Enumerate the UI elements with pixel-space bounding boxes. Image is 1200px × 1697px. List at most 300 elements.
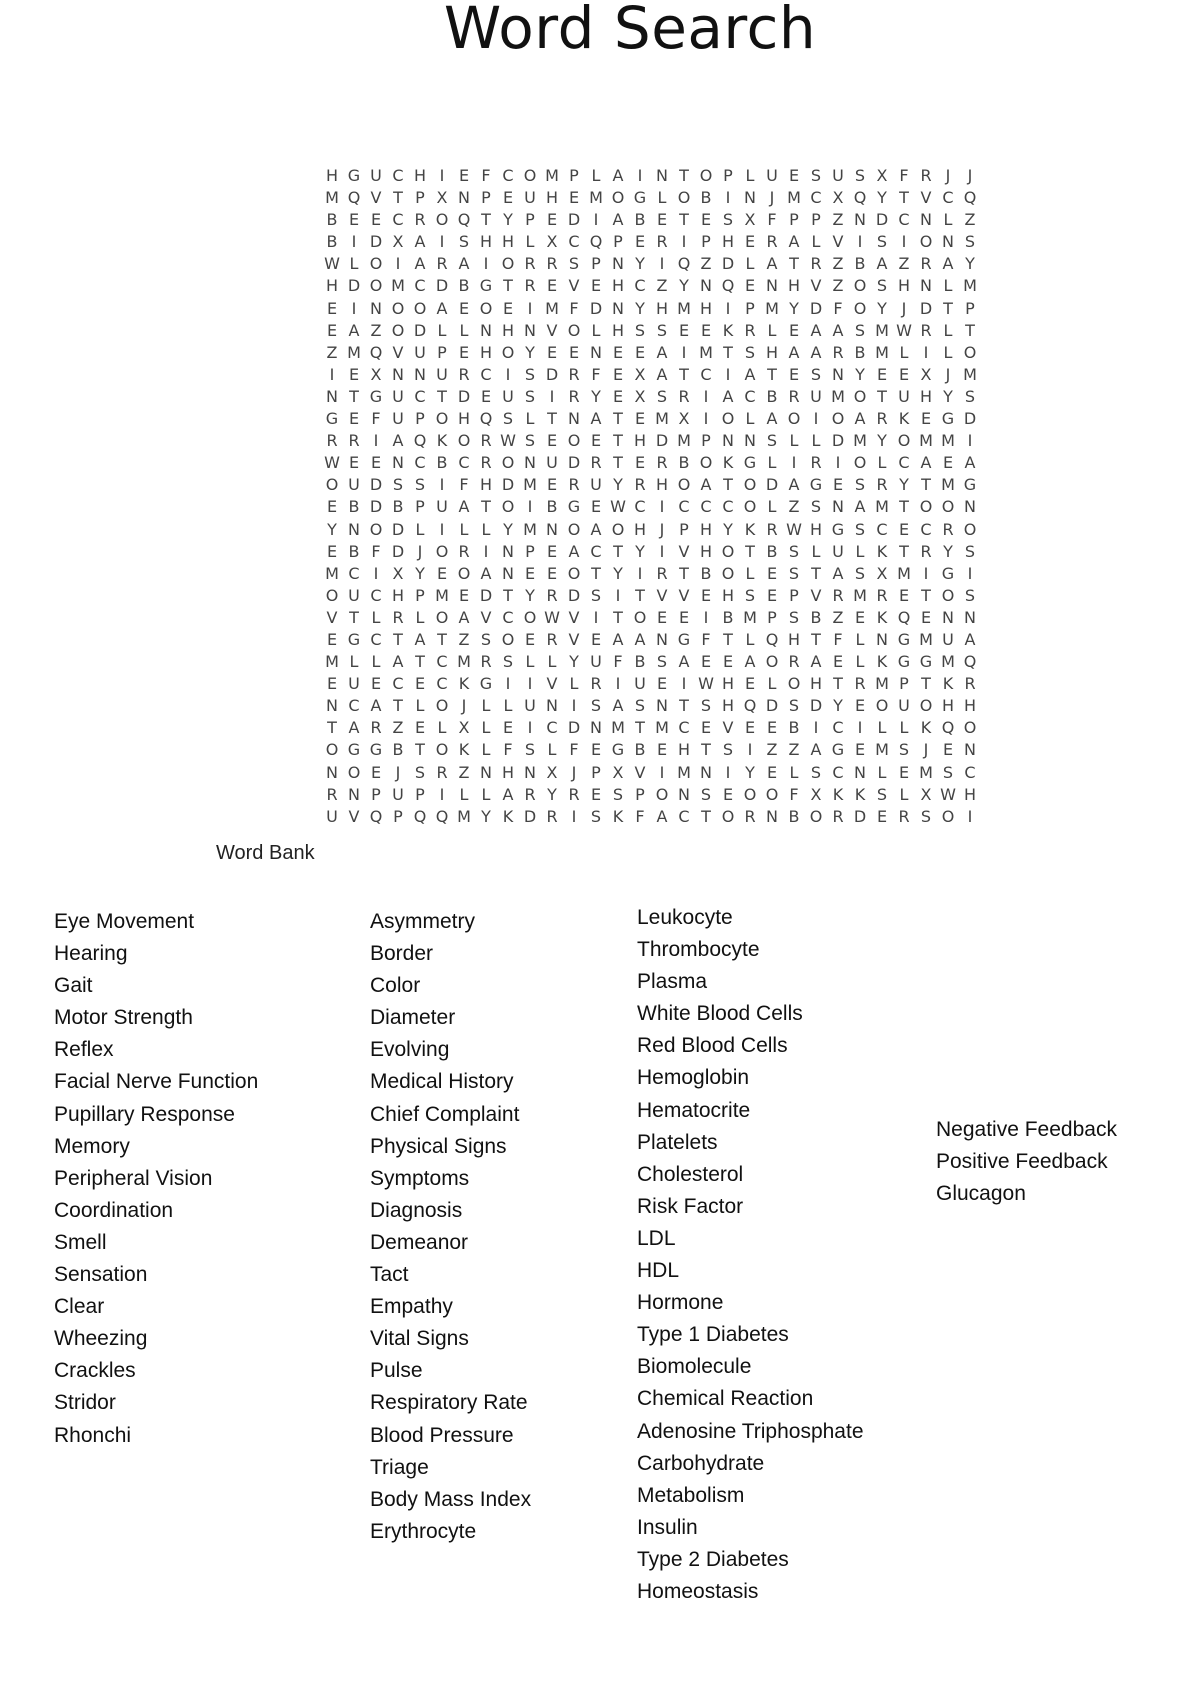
grid-letter: O bbox=[501, 497, 515, 517]
grid-letter: S bbox=[414, 762, 426, 782]
grid-letter: F bbox=[701, 629, 711, 649]
grid-letter: N bbox=[876, 629, 888, 649]
grid-letter: G bbox=[941, 409, 955, 429]
grid-letter: E bbox=[920, 409, 932, 429]
grid-letter: T bbox=[899, 188, 909, 208]
grid-letter: B bbox=[436, 453, 448, 473]
grid-row bbox=[321, 430, 981, 452]
grid-letter: E bbox=[722, 652, 734, 672]
grid-letter: E bbox=[634, 342, 646, 362]
grid-letter: E bbox=[722, 784, 734, 804]
grid-letter: T bbox=[679, 563, 689, 583]
grid-letter: S bbox=[788, 607, 800, 627]
grid-letter: L bbox=[745, 563, 755, 583]
grid-letter: E bbox=[546, 342, 558, 362]
grid-letter: C bbox=[920, 519, 932, 539]
grid-letter: S bbox=[810, 364, 822, 384]
grid-letter: R bbox=[590, 674, 602, 694]
grid-letter: K bbox=[920, 718, 932, 738]
grid-letter: R bbox=[458, 364, 470, 384]
grid-letter: N bbox=[656, 629, 668, 649]
grid-letter: A bbox=[612, 166, 624, 185]
grid-letter: F bbox=[481, 166, 491, 185]
grid-letter: M bbox=[875, 342, 889, 362]
grid-letter: S bbox=[766, 431, 778, 451]
grid-letter: N bbox=[326, 386, 338, 406]
grid-letter: O bbox=[325, 740, 339, 760]
grid-letter: M bbox=[963, 276, 977, 296]
grid-letter: P bbox=[591, 254, 601, 274]
grid-letter: U bbox=[634, 674, 646, 694]
word-bank-item: Vital Signs bbox=[370, 1327, 469, 1351]
grid-row bbox=[321, 165, 981, 187]
grid-letter: E bbox=[766, 762, 778, 782]
grid-letter: G bbox=[633, 188, 647, 208]
grid-letter: D bbox=[457, 386, 471, 406]
grid-letter: D bbox=[721, 254, 735, 274]
grid-letter: H bbox=[501, 320, 515, 340]
grid-letter: I bbox=[747, 740, 753, 760]
grid-row bbox=[321, 563, 981, 585]
grid-letter: O bbox=[787, 674, 801, 694]
word-bank-item: Crackles bbox=[54, 1359, 136, 1383]
grid-letter: B bbox=[700, 188, 712, 208]
grid-letter: A bbox=[788, 232, 800, 252]
grid-letter: L bbox=[437, 718, 447, 738]
grid-letter: L bbox=[899, 718, 909, 738]
word-bank-item: Smell bbox=[54, 1230, 107, 1254]
grid-letter: S bbox=[612, 784, 624, 804]
grid-letter: A bbox=[810, 740, 822, 760]
grid-letter: S bbox=[854, 320, 866, 340]
grid-letter: Z bbox=[832, 210, 844, 230]
grid-letter: E bbox=[326, 298, 338, 318]
word-bank-item: Stridor bbox=[54, 1391, 116, 1415]
grid-letter: T bbox=[393, 696, 403, 716]
grid-letter: C bbox=[458, 453, 470, 473]
grid-letter: A bbox=[876, 254, 888, 274]
grid-letter: R bbox=[480, 431, 492, 451]
grid-letter: R bbox=[898, 806, 910, 826]
grid-letter: N bbox=[546, 696, 558, 716]
grid-letter: E bbox=[326, 541, 338, 561]
grid-letter: Y bbox=[481, 806, 491, 826]
grid-letter: V bbox=[480, 607, 492, 627]
grid-letter: N bbox=[568, 409, 580, 429]
grid-letter: T bbox=[349, 386, 359, 406]
grid-letter: O bbox=[435, 740, 449, 760]
grid-letter: I bbox=[923, 563, 929, 583]
grid-letter: J bbox=[901, 298, 907, 318]
grid-row bbox=[321, 673, 981, 695]
grid-letter: V bbox=[370, 188, 382, 208]
grid-letter: H bbox=[941, 696, 955, 716]
grid-letter: A bbox=[436, 298, 448, 318]
grid-letter: W bbox=[500, 431, 516, 451]
grid-letter: S bbox=[810, 497, 822, 517]
grid-letter: Y bbox=[943, 386, 953, 406]
grid-letter: E bbox=[854, 740, 866, 760]
grid-letter: R bbox=[656, 232, 668, 252]
grid-letter: D bbox=[875, 210, 889, 230]
grid-letter: E bbox=[590, 629, 602, 649]
grid-letter: C bbox=[370, 585, 382, 605]
grid-letter: E bbox=[832, 475, 844, 495]
grid-letter: D bbox=[391, 541, 405, 561]
grid-row bbox=[321, 452, 981, 474]
grid-letter: D bbox=[963, 409, 977, 429]
grid-letter: Y bbox=[525, 342, 535, 362]
grid-letter: D bbox=[347, 276, 361, 296]
grid-letter: V bbox=[546, 674, 558, 694]
grid-letter: N bbox=[524, 320, 536, 340]
grid-letter: Z bbox=[832, 254, 844, 274]
grid-letter: I bbox=[813, 718, 819, 738]
grid-row bbox=[321, 629, 981, 651]
grid-row bbox=[321, 784, 981, 806]
grid-letter: D bbox=[413, 320, 427, 340]
grid-letter: M bbox=[325, 563, 339, 583]
grid-letter: N bbox=[370, 298, 382, 318]
grid-letter: Y bbox=[525, 585, 535, 605]
grid-letter: D bbox=[567, 585, 581, 605]
grid-letter: A bbox=[414, 232, 426, 252]
grid-letter: R bbox=[810, 254, 822, 274]
grid-letter: G bbox=[347, 740, 361, 760]
grid-letter: I bbox=[681, 232, 687, 252]
grid-letter: R bbox=[766, 232, 778, 252]
grid-letter: S bbox=[480, 629, 492, 649]
grid-letter: U bbox=[502, 386, 514, 406]
grid-letter: P bbox=[393, 806, 403, 826]
grid-letter: Q bbox=[435, 806, 449, 826]
word-bank-item: Gait bbox=[54, 974, 93, 998]
grid-letter: L bbox=[481, 519, 491, 539]
grid-letter: J bbox=[461, 696, 467, 716]
grid-letter: S bbox=[458, 232, 470, 252]
grid-letter: N bbox=[964, 607, 976, 627]
grid-letter: P bbox=[415, 784, 425, 804]
grid-letter: E bbox=[590, 784, 602, 804]
grid-letter: O bbox=[941, 585, 955, 605]
grid-letter: Q bbox=[941, 718, 955, 738]
grid-letter: V bbox=[920, 188, 932, 208]
grid-letter: N bbox=[920, 276, 932, 296]
grid-letter: Q bbox=[369, 342, 383, 362]
grid-letter: L bbox=[767, 453, 777, 473]
grid-letter: Y bbox=[679, 276, 689, 296]
grid-letter: O bbox=[567, 519, 581, 539]
grid-letter: R bbox=[964, 674, 976, 694]
grid-letter: N bbox=[414, 364, 426, 384]
grid-letter: D bbox=[853, 806, 867, 826]
grid-letter: X bbox=[612, 762, 624, 782]
grid-letter: O bbox=[831, 409, 845, 429]
grid-letter: O bbox=[743, 784, 757, 804]
grid-letter: N bbox=[964, 497, 976, 517]
grid-letter: Q bbox=[457, 210, 471, 230]
grid-letter: E bbox=[414, 718, 426, 738]
word-bank-item: Positive Feedback bbox=[936, 1150, 1108, 1174]
grid-letter: T bbox=[613, 409, 623, 429]
grid-letter: C bbox=[392, 674, 404, 694]
grid-letter: E bbox=[546, 563, 558, 583]
grid-letter: E bbox=[546, 210, 558, 230]
grid-letter: E bbox=[480, 386, 492, 406]
grid-letter: U bbox=[942, 629, 954, 649]
grid-letter: Q bbox=[347, 188, 361, 208]
grid-letter: V bbox=[810, 276, 822, 296]
grid-letter: H bbox=[677, 740, 691, 760]
grid-letter: Z bbox=[458, 629, 470, 649]
grid-row bbox=[321, 695, 981, 717]
grid-letter: O bbox=[435, 409, 449, 429]
grid-letter: R bbox=[370, 718, 382, 738]
grid-letter: H bbox=[655, 475, 669, 495]
grid-letter: T bbox=[613, 431, 623, 451]
grid-letter: E bbox=[502, 298, 514, 318]
grid-letter: U bbox=[524, 696, 536, 716]
grid-letter: M bbox=[523, 475, 537, 495]
grid-letter: R bbox=[546, 585, 558, 605]
grid-letter: L bbox=[525, 409, 535, 429]
grid-letter: I bbox=[527, 298, 533, 318]
grid-letter: I bbox=[439, 166, 445, 185]
grid-letter: E bbox=[326, 497, 338, 517]
grid-row bbox=[321, 253, 981, 275]
grid-letter: T bbox=[921, 475, 931, 495]
grid-letter: Q bbox=[589, 232, 603, 252]
grid-letter: A bbox=[744, 652, 756, 672]
grid-letter: E bbox=[854, 696, 866, 716]
grid-letter: W bbox=[698, 674, 714, 694]
grid-letter: A bbox=[788, 342, 800, 362]
grid-letter: O bbox=[743, 497, 757, 517]
grid-letter: M bbox=[435, 585, 449, 605]
word-bank-item: Demeanor bbox=[370, 1230, 469, 1254]
grid-letter: O bbox=[853, 276, 867, 296]
word-bank-item: Empathy bbox=[370, 1295, 453, 1319]
grid-letter: T bbox=[899, 541, 909, 561]
grid-letter: O bbox=[787, 409, 801, 429]
grid-letter: S bbox=[810, 762, 822, 782]
grid-letter: B bbox=[326, 232, 338, 252]
grid-letter: R bbox=[414, 210, 426, 230]
grid-letter: E bbox=[502, 718, 514, 738]
grid-letter: S bbox=[722, 210, 734, 230]
grid-letter: Q bbox=[897, 607, 911, 627]
grid-letter: N bbox=[766, 806, 778, 826]
word-bank-item: Hormone bbox=[637, 1291, 724, 1315]
grid-letter: I bbox=[791, 453, 797, 473]
grid-letter: Y bbox=[503, 519, 513, 539]
grid-letter: P bbox=[525, 210, 535, 230]
grid-letter: L bbox=[745, 629, 755, 649]
grid-letter: N bbox=[832, 364, 844, 384]
grid-letter: Q bbox=[721, 276, 735, 296]
word-bank-item: Body Mass Index bbox=[370, 1487, 532, 1511]
grid-letter: R bbox=[744, 320, 756, 340]
grid-letter: U bbox=[898, 696, 910, 716]
grid-letter: T bbox=[899, 497, 909, 517]
grid-row bbox=[321, 298, 981, 320]
grid-letter: Y bbox=[635, 541, 645, 561]
grid-letter: T bbox=[723, 475, 733, 495]
grid-letter: D bbox=[369, 232, 383, 252]
grid-letter: N bbox=[612, 298, 624, 318]
grid-letter: P bbox=[415, 497, 425, 517]
grid-letter: N bbox=[832, 497, 844, 517]
grid-letter: E bbox=[634, 232, 646, 252]
grid-row bbox=[321, 496, 981, 518]
grid-letter: H bbox=[919, 386, 933, 406]
grid-letter: S bbox=[964, 585, 976, 605]
grid-letter: T bbox=[943, 298, 953, 318]
word-bank-item: White Blood Cells bbox=[637, 1002, 803, 1026]
grid-letter: R bbox=[546, 629, 558, 649]
grid-letter: M bbox=[787, 188, 801, 208]
grid-letter: A bbox=[370, 696, 382, 716]
grid-letter: O bbox=[435, 210, 449, 230]
grid-letter: E bbox=[898, 519, 910, 539]
grid-letter: S bbox=[634, 320, 646, 340]
word-bank-item: Clear bbox=[54, 1295, 105, 1319]
grid-letter: A bbox=[590, 409, 602, 429]
grid-letter: E bbox=[700, 718, 712, 738]
grid-letter: C bbox=[436, 652, 448, 672]
grid-letter: G bbox=[347, 166, 361, 185]
grid-letter: V bbox=[678, 585, 690, 605]
grid-letter: U bbox=[348, 475, 360, 495]
grid-letter: R bbox=[568, 364, 580, 384]
grid-letter: C bbox=[502, 166, 514, 185]
word-bank-item: Glucagon bbox=[936, 1182, 1026, 1206]
grid-letter: Y bbox=[613, 563, 623, 583]
grid-letter: R bbox=[568, 475, 580, 495]
grid-letter: H bbox=[633, 431, 647, 451]
grid-letter: T bbox=[833, 674, 843, 694]
grid-letter: Y bbox=[591, 386, 601, 406]
grid-letter: P bbox=[723, 166, 733, 185]
grid-letter: P bbox=[371, 784, 381, 804]
grid-letter: I bbox=[351, 232, 357, 252]
grid-letter: H bbox=[963, 696, 977, 716]
grid-letter: P bbox=[613, 232, 623, 252]
grid-letter: Z bbox=[370, 320, 382, 340]
grid-letter: O bbox=[677, 475, 691, 495]
grid-letter: S bbox=[590, 806, 602, 826]
grid-letter: Z bbox=[656, 276, 668, 296]
grid-letter: X bbox=[810, 784, 822, 804]
grid-letter: X bbox=[436, 188, 448, 208]
grid-letter: F bbox=[833, 298, 843, 318]
grid-letter: L bbox=[789, 762, 799, 782]
grid-letter: U bbox=[348, 585, 360, 605]
grid-letter: C bbox=[568, 232, 580, 252]
grid-letter: R bbox=[832, 585, 844, 605]
grid-letter: E bbox=[326, 320, 338, 340]
grid-letter: T bbox=[811, 563, 821, 583]
grid-letter: I bbox=[637, 166, 643, 185]
grid-letter: N bbox=[480, 320, 492, 340]
grid-letter: A bbox=[766, 254, 778, 274]
grid-letter: H bbox=[721, 232, 735, 252]
grid-letter: T bbox=[789, 254, 799, 274]
grid-letter: J bbox=[923, 740, 929, 760]
grid-letter: B bbox=[458, 276, 470, 296]
grid-letter: M bbox=[919, 629, 933, 649]
grid-letter: E bbox=[348, 409, 360, 429]
word-bank-item: Triage bbox=[370, 1455, 429, 1479]
grid-letter: V bbox=[568, 607, 580, 627]
grid-letter: E bbox=[766, 563, 778, 583]
grid-letter: E bbox=[524, 629, 536, 649]
grid-letter: U bbox=[436, 497, 448, 517]
grid-letter: N bbox=[348, 519, 360, 539]
grid-letter: Y bbox=[635, 254, 645, 274]
grid-letter: O bbox=[501, 629, 515, 649]
grid-letter: L bbox=[481, 718, 491, 738]
grid-letter: C bbox=[876, 519, 888, 539]
grid-row bbox=[321, 386, 981, 408]
grid-letter: S bbox=[590, 696, 602, 716]
grid-letter: L bbox=[415, 696, 425, 716]
grid-letter: O bbox=[721, 409, 735, 429]
word-bank-item: Type 1 Diabetes bbox=[637, 1323, 789, 1347]
word-bank-item: Diagnosis bbox=[370, 1198, 463, 1222]
grid-letter: K bbox=[436, 431, 448, 451]
grid-letter: A bbox=[678, 652, 690, 672]
grid-letter: I bbox=[659, 541, 665, 561]
grid-row bbox=[321, 187, 981, 209]
word-bank-item: Chemical Reaction bbox=[637, 1387, 814, 1411]
grid-letter: Q bbox=[369, 806, 383, 826]
grid-letter: S bbox=[876, 784, 888, 804]
grid-letter: L bbox=[855, 541, 865, 561]
grid-letter: R bbox=[656, 563, 668, 583]
word-bank-item: Color bbox=[370, 974, 421, 998]
grid-letter: I bbox=[659, 497, 665, 517]
word-bank-item: Chief Complaint bbox=[370, 1102, 520, 1126]
grid-letter: J bbox=[945, 364, 951, 384]
grid-letter: G bbox=[897, 629, 911, 649]
grid-row bbox=[321, 519, 981, 541]
grid-letter: K bbox=[942, 674, 954, 694]
grid-letter: T bbox=[481, 497, 491, 517]
grid-letter: L bbox=[877, 718, 887, 738]
grid-letter: T bbox=[503, 276, 513, 296]
grid-letter: E bbox=[744, 674, 756, 694]
grid-letter: O bbox=[435, 696, 449, 716]
grid-letter: A bbox=[348, 718, 360, 738]
grid-letter: S bbox=[854, 166, 866, 185]
grid-letter: E bbox=[766, 718, 778, 738]
grid-letter: I bbox=[703, 386, 709, 406]
grid-letter: G bbox=[479, 674, 493, 694]
grid-letter: A bbox=[392, 652, 404, 672]
grid-letter: Y bbox=[877, 431, 887, 451]
grid-letter: H bbox=[501, 762, 515, 782]
grid-letter: Z bbox=[832, 276, 844, 296]
grid-letter: P bbox=[525, 541, 535, 561]
grid-letter: P bbox=[679, 519, 689, 539]
grid-letter: G bbox=[567, 497, 581, 517]
grid-letter: L bbox=[745, 409, 755, 429]
grid-letter: Q bbox=[677, 254, 691, 274]
grid-letter: I bbox=[505, 674, 511, 694]
grid-letter: R bbox=[832, 806, 844, 826]
grid-letter: Y bbox=[503, 210, 513, 230]
